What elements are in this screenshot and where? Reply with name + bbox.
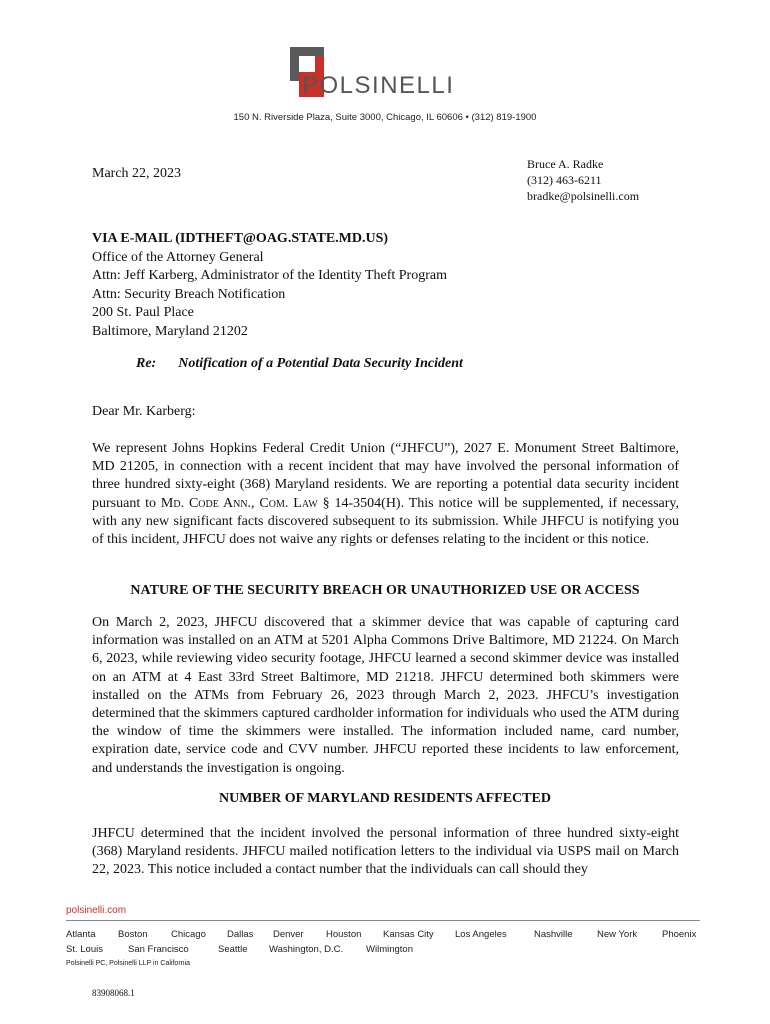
recipient-line: Office of the Attorney General <box>92 249 264 265</box>
recipient-line: Attn: Jeff Karberg, Administrator of the Identity Theft Program <box>92 268 447 283</box>
logo-text: POLSINELLI <box>302 72 455 99</box>
footer-city: Kansas City <box>383 929 434 940</box>
body-paragraph-intro: We represent Johns Hopkins Federal Credit Union (“JHFCU”), 2027 E. Monument Street Baltimore, MD 21205, in connection with a recent incident that may have involved the personal information of three hundred sixty-eight (368) Maryland residents. We are reporting a potential data security incident pursuant to Md. Code Ann., Com. Law § 14-3504(H). This notice will be supplemented, if necessary, with any new significant facts discovered subsequent to its submission. While JHFCU is notifying you of this incident, JHFCU does not waive any rights or defenses relating to the incident or this notice. <box>92 441 680 548</box>
footer-city: Nashville <box>534 929 573 940</box>
footer-city: Wilmington <box>366 944 413 955</box>
footer-city: Boston <box>118 929 148 940</box>
footer-city: Seattle <box>218 944 248 955</box>
footer-cities-row-2 <box>66 944 706 956</box>
footer-city: Washington, D.C. <box>269 944 344 955</box>
body-paragraph-residents: JHFCU determined that the incident involved the personal information of three hundred sixty-eight (368) Maryland residents. JHFCU mailed notification letters to the individual via USPS mail on March 22, 2023. This notice included a contact number that the individuals can call should they <box>92 826 679 878</box>
letter-date: March 22, 2023 <box>92 166 182 181</box>
footer-city: Atlanta <box>66 929 96 940</box>
footer-city: Chicago <box>171 929 206 940</box>
sender-email: bradke@polsinelli.com <box>527 189 640 203</box>
sender-block <box>527 156 639 204</box>
recipient-line: 200 St. Paul Place <box>92 305 194 320</box>
footer-city: St. Louis <box>66 944 103 955</box>
recipient-block <box>92 230 447 341</box>
footer-city: Phoenix <box>662 929 697 940</box>
document-number: 83908068.1 <box>92 988 135 998</box>
footer-city: Denver <box>273 929 304 940</box>
footer-website: polsinelli.com <box>66 905 127 916</box>
footer-divider <box>66 920 700 921</box>
footer-city: Los Angeles <box>455 929 507 940</box>
recipient-line: Attn: Security Breach Notification <box>92 286 286 302</box>
footer-cities-row-1 <box>66 929 706 941</box>
delivery-method: VIA E-MAIL (IDTHEFT@OAG.STATE.MD.US) <box>92 231 389 246</box>
footer-legal: Polsinelli PC, Polsinelli LLP in California <box>66 960 190 967</box>
sender-name: Bruce A. Radke <box>527 157 604 171</box>
re-label: Re: <box>136 356 157 371</box>
sender-phone: (312) 463-6211 <box>527 173 602 187</box>
footer-city: Dallas <box>227 929 254 940</box>
re-line <box>136 356 463 372</box>
polsinelli-logo <box>290 47 490 102</box>
footer-city: San Francisco <box>128 944 189 955</box>
section-heading-residents: NUMBER OF MARYLAND RESIDENTS AFFECTED <box>219 791 551 806</box>
section-heading-nature: NATURE OF THE SECURITY BREACH OR UNAUTHORIZED USE OR ACCESS <box>130 583 640 598</box>
footer-city: Houston <box>326 929 362 940</box>
letterhead-address: 150 N. Riverside Plaza, Suite 3000, Chicago, IL 60606 • (312) 819-1900 <box>233 112 537 123</box>
salutation: Dear Mr. Karberg: <box>92 404 196 419</box>
statute-citation: Md. Code Ann., Com. Law <box>160 495 318 511</box>
recipient-line: Baltimore, Maryland 21202 <box>92 323 248 339</box>
footer-city: New York <box>597 929 638 940</box>
re-subject: Notification of a Potential Data Security Incident <box>178 356 463 371</box>
body-paragraph-nature: On March 2, 2023, JHFCU discovered that a skimmer device that was capable of capturing card information was installed on an ATM at 5201 Alpha Commons Drive Baltimore, MD 21224. On March 6, 2023, while reviewing video security footage, JHFCU learned a second skimmer device was installed on an ATM at 4 East 33rd Street Baltimore, MD 21218. JHFCU determined both skimmers were installed on the ATMs from February 26, 2023 through March 2, 2023. JHFCU’s investigation determined that the skimmers captured cardholder information for individuals who used the ATM during the window of time the skimmers were installed. The information included name, card number, expiration date, service code and CVV number. JHFCU reported these incidents to law enforcement, and understands the investigation is ongoing. <box>92 615 679 776</box>
